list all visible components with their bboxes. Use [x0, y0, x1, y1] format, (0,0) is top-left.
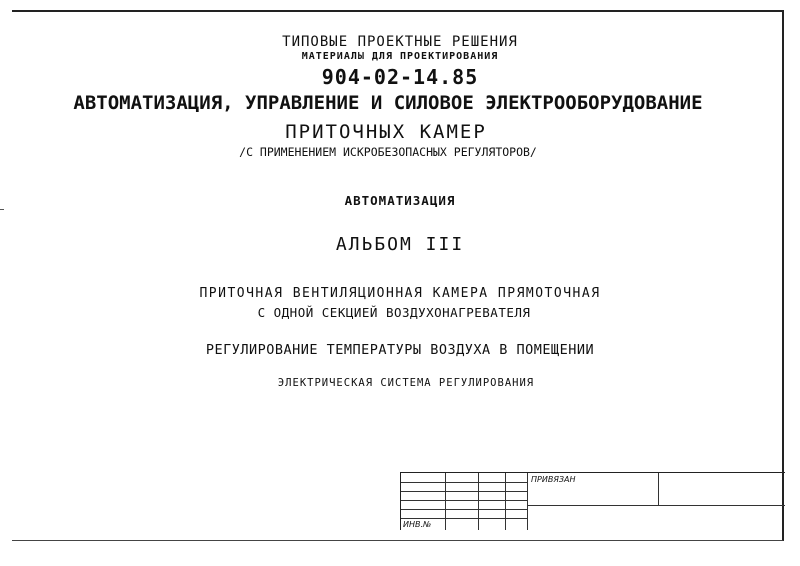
stamp-divider: [658, 473, 659, 506]
stamp-row-line: [527, 505, 785, 506]
section-title: АВТОМАТИЗАЦИЯ: [344, 193, 456, 208]
drawing-frame: [12, 10, 784, 541]
regulation-title: РЕГУЛИРОВАНИЕ ТЕМПЕРАТУРЫ ВОЗДУХА В ПОМЕЩЕНИИ: [205, 342, 595, 358]
stamp-row-line: [401, 518, 527, 519]
description-line1: ПРИТОЧНАЯ ВЕНТИЛЯЦИОННАЯ КАМЕРА ПРЯМОТОЧНАЯ: [199, 286, 601, 301]
stamp-divider: [527, 473, 528, 530]
main-title-line2: ПРИТОЧНЫХ КАМЕР: [285, 121, 487, 143]
stamp-row-line: [401, 509, 527, 510]
title-note: /С ПРИМЕНЕНИЕМ ИСКРОБЕЗОПАСНЫХ РЕГУЛЯТОРОВ/: [239, 145, 537, 159]
materials-subtitle: МАТЕРИАЛЫ ДЛЯ ПРОЕКТИРОВАНИЯ: [301, 51, 499, 62]
stamp-row-line: [401, 491, 527, 492]
main-title-line1: АВТОМАТИЗАЦИЯ, УПРАВЛЕНИЕ И СИЛОВОЕ ЭЛЕКТРООБОРУДОВАНИЕ: [73, 92, 703, 114]
stamp-row-line: [401, 482, 527, 483]
stamp-row-line: [401, 500, 527, 501]
project-code: 904-02-14.85: [321, 65, 479, 89]
album-title: АЛЬБОМ III: [335, 234, 465, 255]
title-block-stamp: [400, 472, 785, 530]
margin-tick: [0, 209, 4, 210]
system-title: ЭЛЕКТРИЧЕСКАЯ СИСТЕМА РЕГУЛИРОВАНИЯ: [277, 377, 535, 389]
attached-label: ПРИВЯЗАН: [531, 475, 576, 484]
inventory-label: ИНВ.№: [403, 520, 432, 529]
series-title: ТИПОВЫЕ ПРОЕКТНЫЕ РЕШЕНИЯ: [282, 34, 518, 50]
description-line2: С ОДНОЙ СЕКЦИЕЙ ВОЗДУХОНАГРЕВАТЕЛЯ: [257, 305, 531, 320]
